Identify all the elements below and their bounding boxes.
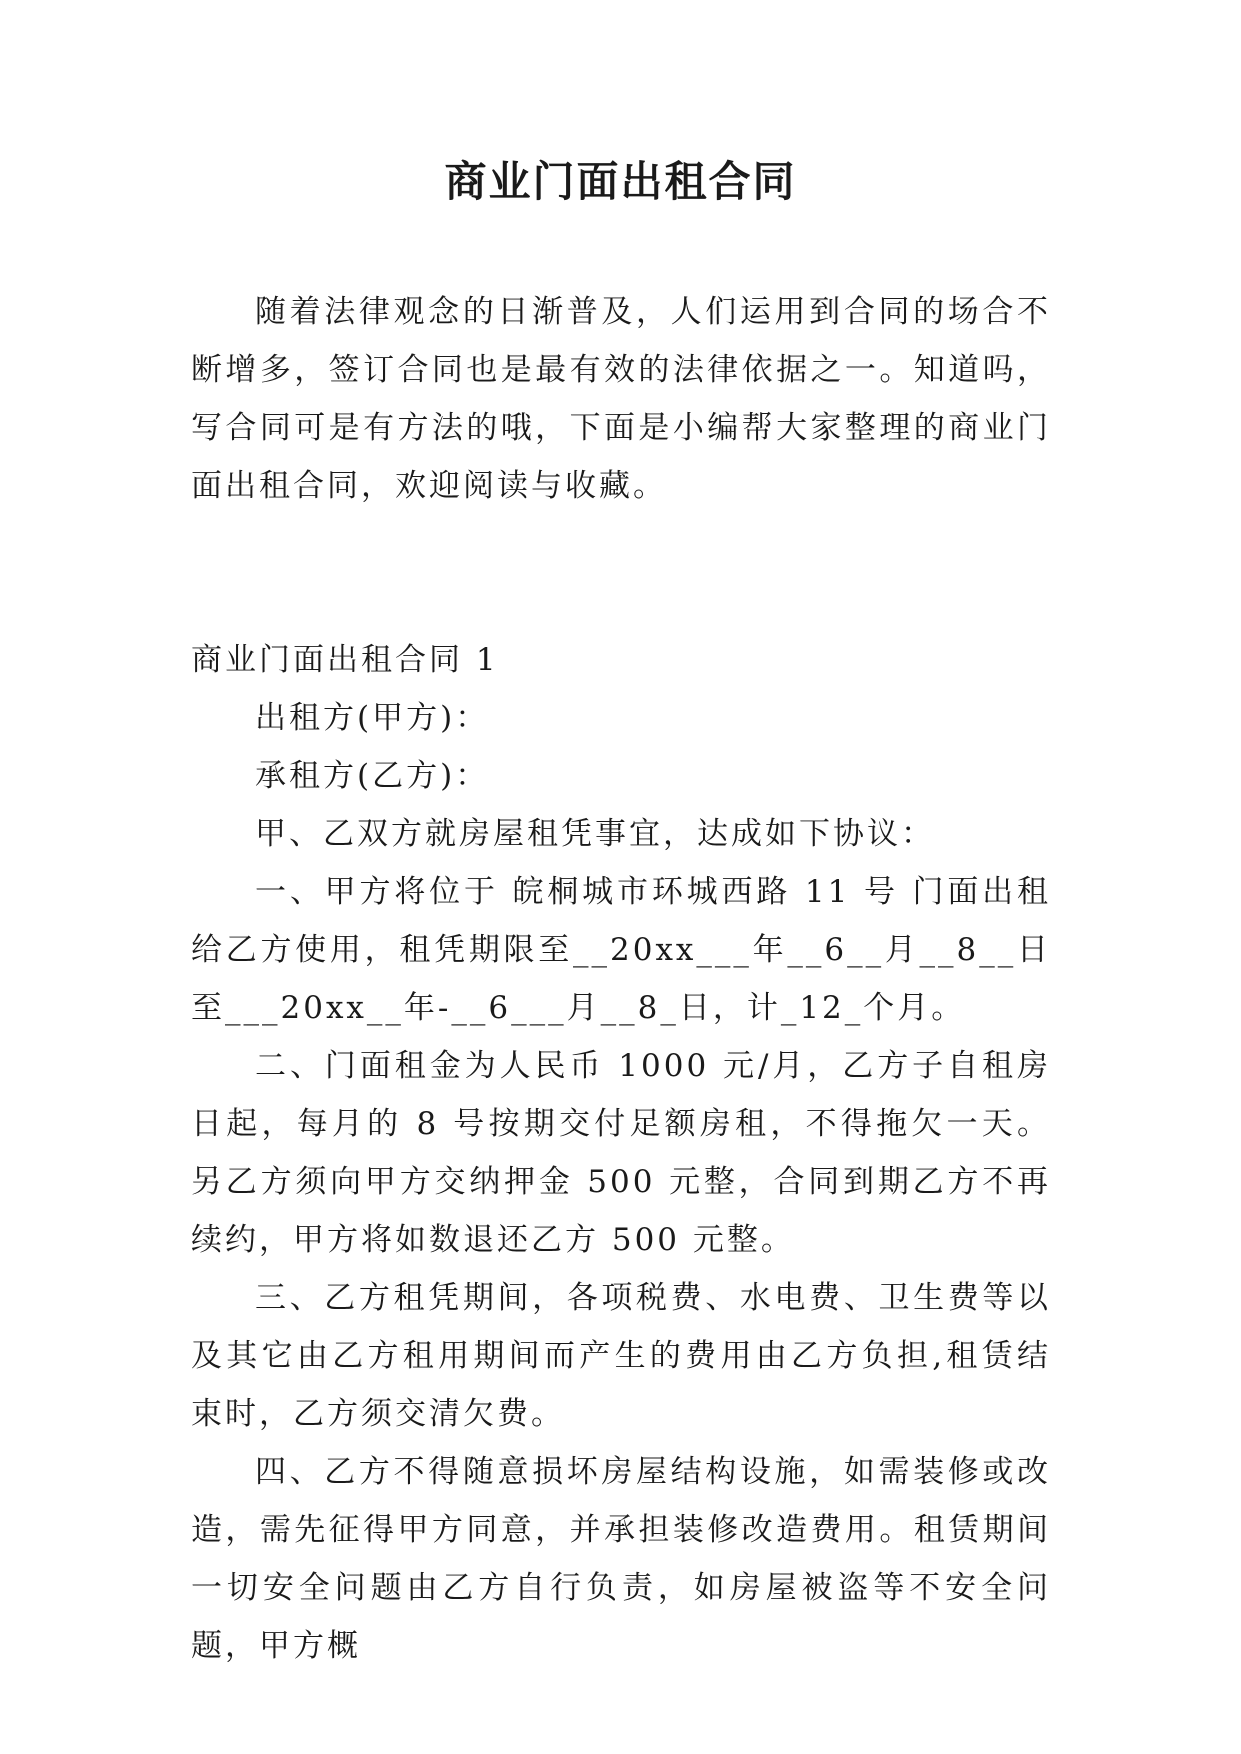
lessor-line: 出租方(甲方)：	[255, 700, 490, 736]
section-gap	[191, 515, 1051, 631]
lessee-line: 承租方(乙方)：	[255, 758, 490, 794]
document-body	[191, 283, 1051, 1675]
clause-2: 二、门面租金为人民币 1000 元/月，乙方子自租房日起，每月的 8 号按期交付足额房租，不得拖欠一天。另乙方须向甲方交纳押金 500 元整，合同到期乙方不再续约，甲方将如数退还乙方 500 元整。	[191, 1048, 1051, 1258]
section-heading: 商业门面出租合同 1	[191, 642, 499, 678]
document-title: 商业门面出租合同	[444, 157, 797, 206]
agreement-preamble: 甲、乙双方就房屋租凭事宜，达成如下协议：	[255, 816, 935, 852]
clause-4: 四、乙方不得随意损坏房屋结构设施，如需装修或改造，需先征得甲方同意，并承担装修改造费用。租赁期间一切安全问题由乙方自行负责，如房屋被盗等不安全问题，甲方概	[191, 1454, 1051, 1664]
clause-1: 一、甲方将位于 皖桐城市环城西路 11 号 门面出租给乙方使用，租凭期限至__20xx___年__6__月__8__日至___20xx__年-__6___月__8_日，计_12_个月。	[191, 874, 1051, 1026]
intro-paragraph: 随着法律观念的日渐普及，人们运用到合同的场合不断增多，签订合同也是最有效的法律依据之一。知道吗，写合同可是有方法的哦，下面是小编帮大家整理的商业门面出租合同，欢迎阅读与收藏。	[191, 294, 1051, 504]
clause-3: 三、乙方租凭期间，各项税费、水电费、卫生费等以及其它由乙方租用期间而产生的费用由乙方负担,租赁结束时，乙方须交清欠费。	[191, 1280, 1051, 1432]
